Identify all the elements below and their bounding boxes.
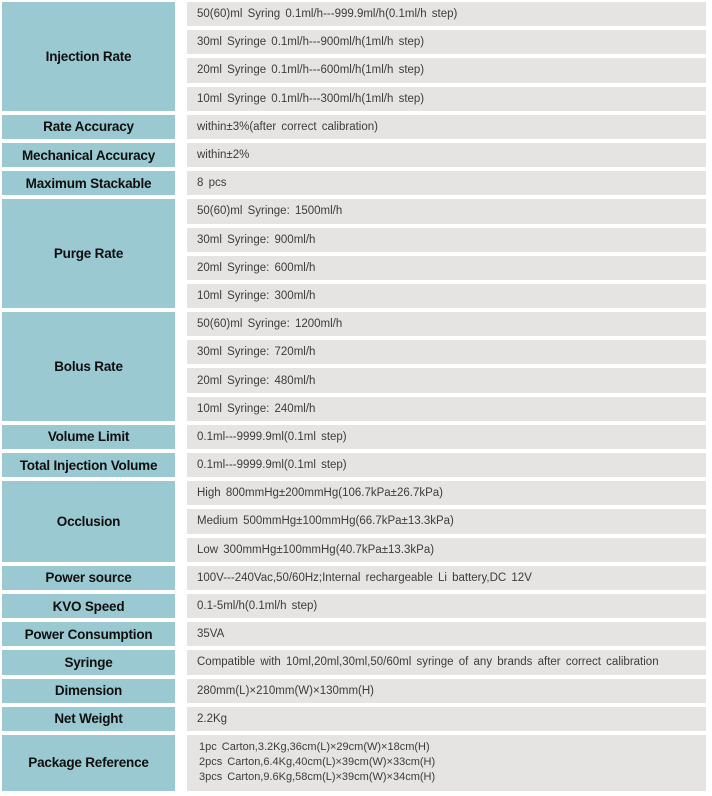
spec-value: High 800mmHg±200mmHg(106.7kPa±26.7kPa): [187, 481, 706, 505]
spec-label: Maximum Stackable: [2, 171, 175, 195]
section-purge-rate: [2, 199, 706, 308]
section-bolus-rate: [2, 312, 706, 421]
spec-label: Rate Accuracy: [2, 115, 175, 139]
spec-label: Power Consumption: [2, 622, 175, 646]
spec-value: within±2%: [187, 143, 706, 167]
spec-values: [187, 735, 706, 791]
spec-label: Syringe: [2, 650, 175, 674]
spec-label: Net Weight: [2, 707, 175, 731]
section-kvo-speed: [2, 594, 706, 618]
section-volume-limit: [2, 425, 706, 449]
spec-value: 50(60)ml Syringe: 1500ml/h: [187, 199, 706, 223]
section-package-reference: [2, 735, 706, 791]
section-power-consumption: [2, 622, 706, 646]
spec-value: 8 pcs: [187, 171, 706, 195]
spec-value: within±3%(after correct calibration): [187, 115, 706, 139]
spec-value: 35VA: [187, 622, 706, 646]
spec-value: 50(60)ml Syringe: 1200ml/h: [187, 312, 706, 336]
spec-values: [187, 425, 706, 449]
spec-value: 0.1ml---9999.9ml(0.1ml step): [187, 425, 706, 449]
spec-value: 280mm(L)×210mm(W)×130mm(H): [187, 679, 706, 703]
spec-values: [187, 707, 706, 731]
spec-value: 20ml Syringe: 480ml/h: [187, 368, 706, 392]
spec-value: 0.1-5ml/h(0.1ml/h step): [187, 594, 706, 618]
spec-values: [187, 199, 706, 308]
section-syringe: [2, 650, 706, 674]
spec-values: [187, 594, 706, 618]
spec-values: [187, 171, 706, 195]
spec-values: [187, 143, 706, 167]
spec-label: Power source: [2, 566, 175, 590]
spec-values: [187, 312, 706, 421]
spec-value: 2.2Kg: [187, 707, 706, 731]
spec-label: KVO Speed: [2, 594, 175, 618]
spec-label: Bolus Rate: [2, 312, 175, 421]
package-line: 2pcs Carton,6.4Kg,40cm(L)×39cm(W)×33cm(H): [199, 756, 436, 769]
spec-label: Dimension: [2, 679, 175, 703]
section-net-weight: [2, 707, 706, 731]
spec-values: [187, 679, 706, 703]
spec-values: [187, 2, 706, 111]
spec-value: 100V---240Vac,50/60Hz;Internal rechargeable Li battery,DC 12V: [187, 566, 706, 590]
spec-values: [187, 115, 706, 139]
spec-value: 10ml Syringe: 300ml/h: [187, 284, 706, 308]
section-power-source: [2, 566, 706, 590]
spec-values: [187, 481, 706, 562]
spec-label: Volume Limit: [2, 425, 175, 449]
spec-value: 20ml Syringe: 600ml/h: [187, 256, 706, 280]
spec-value: 20ml Syringe 0.1ml/h---600ml/h(1ml/h step): [187, 58, 706, 82]
spec-values: [187, 622, 706, 646]
spec-values: [187, 453, 706, 477]
spec-label: Purge Rate: [2, 199, 175, 308]
section-mechanical-accuracy: [2, 143, 706, 167]
spec-value: 10ml Syringe 0.1ml/h---300ml/h(1ml/h step): [187, 87, 706, 111]
spec-value: 30ml Syringe: 720ml/h: [187, 340, 706, 364]
section-rate-accuracy: [2, 115, 706, 139]
spec-label: Total Injection Volume: [2, 453, 175, 477]
spec-value: 0.1ml---9999.9ml(0.1ml step): [187, 453, 706, 477]
package-line: 1pc Carton,3.2Kg,36cm(L)×29cm(W)×18cm(H): [199, 741, 430, 754]
spec-label: Injection Rate: [2, 2, 175, 111]
spec-value: Medium 500mmHg±100mmHg(66.7kPa±13.3kPa): [187, 509, 706, 533]
spec-value: 30ml Syringe: 900ml/h: [187, 228, 706, 252]
spec-value: [187, 735, 706, 791]
section-maximum-stackable: [2, 171, 706, 195]
spec-label: Occlusion: [2, 481, 175, 562]
spec-label: Mechanical Accuracy: [2, 143, 175, 167]
section-total-injection-volume: [2, 453, 706, 477]
spec-values: [187, 650, 706, 674]
package-line: 3pcs Carton,9.6Kg,58cm(L)×39cm(W)×34cm(H): [199, 771, 436, 784]
spec-value: 30ml Syringe 0.1ml/h---900ml/h(1ml/h step): [187, 30, 706, 54]
spec-value: Compatible with 10ml,20ml,30ml,50/60ml syringe of any brands after correct calibration: [187, 650, 706, 674]
spec-value: Low 300mmHg±100mmHg(40.7kPa±13.3kPa): [187, 538, 706, 562]
section-injection-rate: [2, 2, 706, 111]
spec-label: Package Reference: [2, 735, 175, 791]
section-occlusion: [2, 481, 706, 562]
spec-values: [187, 566, 706, 590]
section-dimension: [2, 679, 706, 703]
spec-value: 50(60)ml Syring 0.1ml/h---999.9ml/h(0.1ml/h step): [187, 2, 706, 26]
spec-value: 10ml Syringe: 240ml/h: [187, 397, 706, 421]
